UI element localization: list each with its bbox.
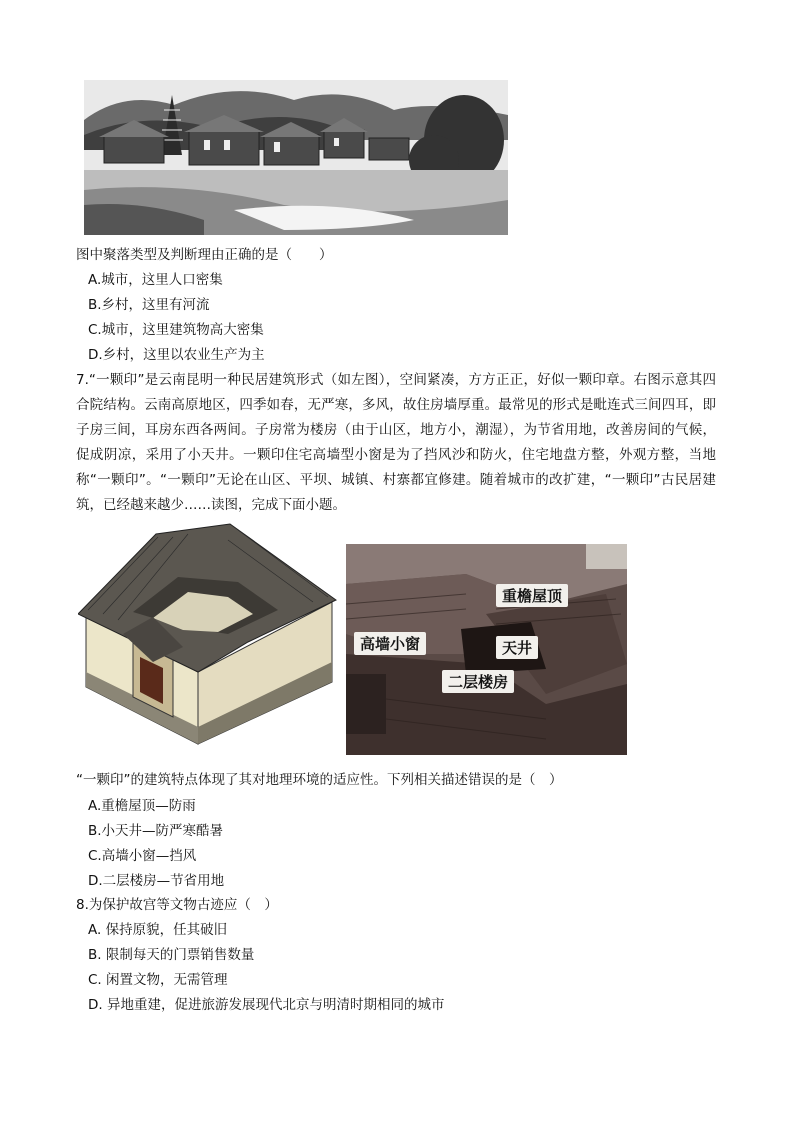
courtyard-house-left-illustration (78, 522, 340, 750)
q7-option-b[interactable]: B.小天井—防严寒酷暑 (88, 823, 224, 839)
q8-option-b[interactable]: B. 限制每天的门票销售数量 (88, 947, 255, 963)
label-double-eave-roof: 重檐屋顶 (496, 584, 568, 607)
q8-option-d[interactable]: D. 异地重建，促进旅游发展现代北京与明清时期相同的城市 (88, 997, 445, 1013)
q8-option-a[interactable]: A. 保持原貌，任其破旧 (88, 922, 228, 938)
q6-option-b[interactable]: B.乡村，这里有河流 (88, 297, 210, 313)
q8-option-c[interactable]: C. 闲置文物，无需管理 (88, 972, 228, 988)
q7-stem: “一颗印”的建筑特点体现了其对地理环境的适应性。下列相关描述错误的是（ ） (76, 772, 563, 788)
q6-option-d[interactable]: D.乡村，这里以农业生产为主 (88, 347, 265, 363)
label-two-storey: 二层楼房 (442, 670, 514, 693)
label-high-wall-small-window: 高墙小窗 (354, 632, 426, 655)
label-courtyard: 天井 (496, 636, 538, 659)
q8-stem: 8.为保护故宫等文物古迹应（ ） (76, 897, 278, 913)
q6-stem: 图中聚落类型及判断理由正确的是（ ） (76, 247, 333, 263)
q7-option-d[interactable]: D.二层楼房—节省用地 (88, 873, 225, 889)
courtyard-house-photo (346, 544, 627, 755)
q6-option-c[interactable]: C.城市，这里建筑物高大密集 (88, 322, 264, 338)
village-illustration (84, 80, 508, 235)
q7-option-c[interactable]: C.高墙小窗—挡风 (88, 848, 197, 864)
q7-option-a[interactable]: A.重檐屋顶—防雨 (88, 798, 196, 814)
q6-option-a[interactable]: A.城市，这里人口密集 (88, 272, 223, 288)
q7-intro: 7.“一颗印”是云南昆明一种民居建筑形式（如左图），空间紧凑，方方正正，好似一颗印章。右图示意其四合院结构。云南高原地区，四季如春，无严寒，多风，故住房墙厚重。最常见的形式是毗连式三间四耳，即子房三间，耳房东西各两间。子房常为楼房（由于山区，地方小，潮湿），为节省用地，改善房间的气候，促成阴凉，采用了小天井。一颗印住宅高墙型小窗是为了挡风沙和防火，住宅地盘方整，外观方整，当地称“一颗印”。“一颗印”无论在山区、平坝、城镇、村寨都宜修建。随着城市的改扩建，“一颗印”古民居建筑，已经越来越少……读图，完成下面小题。 (76, 372, 716, 513)
